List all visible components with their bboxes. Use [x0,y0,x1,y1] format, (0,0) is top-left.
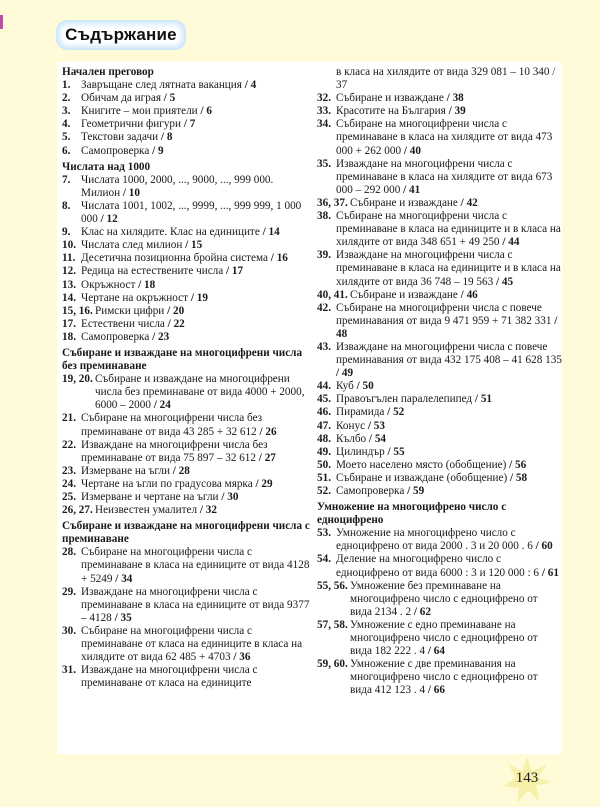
toc-item [62,279,312,292]
toc-item-title: Красотите на България [336,105,446,118]
toc-item-number: 11. [62,252,76,265]
toc-item-title: Самопроверка [81,330,150,343]
toc-item-page: 36 [239,651,251,664]
toc-item [317,197,562,210]
toc-separator: / [197,105,207,118]
toc-item [317,393,562,406]
toc-item-page: 59 [413,485,425,497]
toc-item-number: 52. [317,485,331,497]
toc-separator: / [267,252,277,265]
toc-separator: / [256,425,266,438]
toc-item-number: 21. [62,412,76,425]
toc-separator: / [259,226,269,239]
toc-item-page: 62 [419,605,431,618]
toc-item-title: Клас на хилядите. Клас на единиците [81,226,260,239]
toc-item [317,472,562,485]
toc-item-number: 55, 56. [317,579,348,592]
toc-separator: / [111,611,121,624]
toc-separator: / [241,79,251,92]
toc-item-page: 51 [480,393,492,406]
toc-item [62,252,312,265]
toc-item-number: 43. [317,340,331,353]
toc-item-title: Кълбо [336,432,367,445]
toc-item-page: 38 [452,92,464,105]
toc-item-page: 44 [508,236,520,249]
toc-item-number: 38. [317,210,331,223]
toc-panel [57,62,562,754]
toc-item-title: Събиране и изваждане [350,196,458,209]
toc-separator: / [532,540,542,553]
toc-separator: / [365,419,374,432]
toc-item-title: Естествени числа [81,317,165,330]
toc-item-page: 46 [466,288,478,301]
toc-item-number: 42. [317,301,331,314]
toc-item-page: 9 [158,144,164,157]
toc-item [62,504,312,517]
toc-separator: / [445,105,455,118]
toc-item [62,478,312,491]
toc-separator: / [223,265,232,278]
toc-separator: / [182,239,192,252]
toc-item-page: 8 [166,131,173,144]
toc-item-number: 46. [317,406,331,419]
toc-item [317,92,562,105]
toc-item-title: Чертане на окръжност [81,291,189,304]
page-number: 143 [515,770,539,786]
toc-item-title: Изваждане на многоцифрени числа с преминаване в класа на хилядите от вида 673 000 – 292 000 [336,157,553,196]
toc-item-number: 51. [317,471,331,484]
toc-item [317,380,562,393]
toc-separator: / [366,432,375,445]
toc-separator: / [256,451,265,464]
toc-item-title: Самопроверка [336,485,405,497]
toc-right-column [317,66,562,698]
toc-item-number: 48. [317,432,331,445]
toc-item-page: 15 [191,239,203,252]
toc-item [62,664,312,690]
toc-item-title: Пирамида [336,406,385,419]
toc-separator: / [112,572,122,585]
toc-item [317,341,562,380]
toc-separator: / [252,477,262,490]
toc-item-number: 44. [317,380,331,393]
toc-item-title: Умножение с две преминавания на многоцифрено число с едноцифрено от вида 412 123 . 4 [350,658,538,697]
toc-item-title: Моето населено място (обобщение) [336,458,507,471]
toc-item-page: 52 [393,406,405,419]
toc-item [62,292,312,305]
toc-item-number: 32. [317,92,331,105]
toc-item-title: Умножение на многоцифрено число с едноцифрено от вида 2000 . 3 и 20 000 . 6 [336,527,533,553]
toc-separator: / [164,317,174,330]
toc-item-title: Изваждане на многоцифрени числа с повече преминавания от вида 432 175 408 – 41 628 135 [336,340,562,367]
toc-item-continuation [317,66,562,92]
toc-item [62,318,312,331]
toc-item-title: Събиране на многоцифрени числа с преминаване в класа на хилядите от вида 473 000 + 262 000 [336,118,553,157]
page-edge-marker [0,15,3,29]
toc-separator: / [149,144,158,157]
toc-item [317,249,562,288]
toc-item-title: Геометрични фигури [81,118,182,131]
toc-item-page: 19 [196,291,208,304]
toc-separator: / [197,504,206,517]
toc-item-page: 54 [374,432,387,445]
toc-item-number: 23. [62,464,76,477]
toc-section-heading: Умножение на многоцифрено число с едноцифрено [317,501,507,527]
toc-left-column [62,66,312,690]
toc-item-number: 13. [62,278,76,291]
toc-item [62,586,312,625]
toc-item-title: Измерване на ъгли [81,464,170,477]
toc-item-title: Обичам да играя [81,92,161,105]
toc-separator: / [472,393,481,406]
toc-separator: / [384,445,394,458]
toc-item-page: 6 [206,105,212,118]
toc-item [317,406,562,419]
toc-separator: / [120,186,129,199]
toc-item [62,331,312,344]
toc-item-page: 42 [466,196,478,209]
toc-item-title: Конус [336,419,366,432]
toc-item [62,491,312,504]
toc-item-title: Събиране на многоцифрени числа с преминаване в класа на единиците от вида 4128 + 5249 [81,546,310,585]
toc-item [317,420,562,433]
page-title: Съдържание [65,25,177,44]
toc-item-number: 8. [62,199,71,212]
toc-item-number: 36, 37. [317,196,348,209]
toc-item [62,226,312,239]
toc-item-number: 45. [317,393,331,406]
toc-item [62,412,312,438]
toc-item-title: Десетична позиционна бройна система [81,252,268,265]
toc-separator: / [336,367,342,380]
toc-item-number: 9. [62,226,71,239]
toc-item-number: 29. [62,585,76,598]
toc-item [317,446,562,459]
toc-item [317,580,562,619]
toc-item-number: 3. [62,105,71,118]
toc-item-page: 22 [173,317,185,330]
toc-item-number: 22. [62,438,76,451]
toc-item-title: Куб [336,380,354,393]
toc-item-page: 28 [178,464,190,477]
toc-separator: / [181,118,190,131]
toc-item-page: 45 [501,275,514,288]
toc-item-page: 49 [341,367,354,380]
toc-separator: / [158,131,167,144]
toc-item-number: 31. [62,664,76,677]
toc-item-page: 66 [433,684,445,697]
toc-item-title: Завръщане след лятната ваканция [81,79,242,92]
toc-separator: / [401,144,410,157]
toc-item-number: 6. [62,144,71,157]
toc-separator: / [457,196,467,209]
toc-item [62,373,312,412]
toc-item-title: Правоъгълен паралелепипед [336,393,473,406]
toc-separator: / [443,92,453,105]
toc-item-title: Събиране на многоцифрени числа с повече преминавания от вида 9 471 959 + 71 382 331 [336,301,552,327]
toc-item-number: 53. [317,527,331,540]
toc-item [317,527,562,553]
toc-item-page: 14 [268,226,280,239]
toc-item-page: 5 [169,92,176,105]
toc-item [317,658,562,697]
toc-item-number: 39. [317,249,331,262]
toc-item-page: 55 [393,445,405,458]
toc-separator: / [507,471,516,484]
toc-item-page: 48 [336,327,348,340]
toc-item-number: 2. [62,92,71,105]
toc-separator: / [169,464,179,477]
toc-item-page: 53 [373,419,385,432]
toc-item-number: 40, 41. [317,288,348,301]
toc-item-page: 64 [433,645,445,658]
toc-item-title: в класа на хилядите от вида 329 081 – 10 340 [336,66,550,78]
toc-separator: / [353,380,363,393]
toc-item-number: 15, 16. [62,304,93,317]
toc-section-heading: Числата над 1000 [62,160,151,173]
toc-item-page: 60 [541,540,553,553]
toc-separator: / [188,291,197,304]
toc-item-number: 24. [62,477,76,490]
toc-separator: / [150,399,160,412]
toc-item-title: Самопроверка [81,144,150,157]
toc-item-title: Чертане на ъгли по градусова мярка [81,477,253,490]
toc-item-title: Събиране и изваждане [350,288,458,301]
toc-item [62,439,312,465]
toc-item-page: 41 [409,183,421,196]
toc-separator: / [218,491,228,503]
toc-item-number: 33. [317,105,331,118]
toc-item [62,200,312,226]
toc-separator: / [135,278,145,291]
toc-item-page: 56 [515,458,527,471]
toc-item-page: 30 [227,491,239,503]
toc-item [62,546,312,585]
toc-item [62,131,312,144]
toc-item-number: 47. [317,419,331,432]
toc-item-number: 49. [317,445,331,458]
toc-separator: / [411,605,420,618]
toc-separator: / [164,304,173,317]
toc-item [62,239,312,252]
toc-item-title: Измерване и чертане на ъгли [81,491,219,503]
toc-item-page: 58 [515,471,528,484]
toc-item-title: Неизвестен умалител [95,504,198,517]
toc-item-title: Изваждане на многоцифрени числа с преминаване в класа на единиците от вида 9377 – 4128 [81,585,310,624]
toc-item [317,158,562,197]
toc-item-page: 7 [189,118,196,131]
toc-separator: / [551,314,558,327]
toc-separator: / [404,485,413,497]
toc-item-title: Събиране на многоцифрени числа с преминаване от класа на единиците в класа на хилядите от вида 62 485 + 4703 [81,624,303,664]
toc-separator: / [493,275,502,288]
toc-section-heading: Събиране и изваждане на многоцифрени числа с преминаване [62,520,310,546]
toc-separator: / [230,651,240,664]
toc-section-heading: Събиране и изваждане на многоцифрени числа без преминаване [62,346,303,373]
toc-item [317,118,562,157]
toc-item-page: 18 [144,278,156,291]
toc-item [317,289,562,302]
toc-item-title: Числата 1000, 2000, ..., 9000, ..., 999 000. Милион [81,173,274,199]
toc-item-number: 14. [62,291,76,304]
toc-separator: / [425,645,434,658]
toc-item-title: Окръжност [81,278,136,291]
toc-item-title: Събиране на многоцифрени числа без преминаване от вида 43 285 + 32 612 [81,412,263,438]
page-number-badge [503,757,551,803]
toc-separator: / [506,458,516,471]
toc-item-number: 17. [62,317,76,330]
toc-separator: / [425,684,434,697]
toc-item [317,302,562,341]
toc-item-number: 30. [62,624,76,637]
toc-separator: / [549,66,556,78]
toc-item-title: Умножение с едно преминаване на многоцифрено число с едноцифрено от вида 182 222 . 4 [350,618,538,658]
contents-title-box [58,22,184,48]
toc-separator: / [149,330,158,343]
toc-separator: / [400,183,410,196]
toc-item-number: 12. [62,265,76,278]
toc-separator: / [457,288,467,301]
toc-item-title: Редица на естествените числа [81,265,224,278]
toc-item [62,174,312,200]
toc-item-page: 16 [276,252,288,265]
toc-item-number: 26, 27. [62,504,93,517]
toc-item [317,485,562,498]
toc-item-page: 50 [362,380,374,393]
toc-item-title: Числата 1001, 1002, ..., 9999, ..., 999 999, 1 000 000 [81,199,302,226]
toc-section-heading: Начален преговор [62,66,154,78]
toc-item-number: 10. [62,239,76,252]
toc-item [317,553,562,579]
toc-separator: / [499,236,509,249]
toc-item-page: 32 [205,504,217,517]
toc-item-page: 17 [231,265,244,278]
toc-item [62,145,312,158]
toc-item [317,459,562,472]
toc-separator: / [539,566,548,579]
toc-separator: / [160,92,170,105]
toc-item-title: Изваждане на многоцифрени числа с преминаване от класа на единиците [81,664,258,690]
toc-item-page: 39 [454,105,466,118]
toc-item-number: 1. [62,79,71,92]
toc-item-page: 23 [158,330,170,343]
toc-item-number: 50. [317,458,331,471]
toc-item-number: 34. [317,118,331,131]
toc-item-page: 29 [261,477,273,490]
toc-item-page: 24 [159,399,171,412]
toc-item-number: 54. [317,553,331,566]
toc-item-page: 4 [250,79,257,92]
toc-item-title: Събиране и изваждане (обобщение) [336,471,508,484]
toc-separator: / [384,406,394,419]
toc-item-title: Числата след милион [81,239,183,252]
toc-item-page: 26 [265,425,277,438]
toc-item [62,465,312,478]
toc-item-number: 7. [62,173,71,186]
toc-item-page: 27 [264,451,276,464]
toc-item-page: 61 [547,566,559,579]
toc-item-number: 19, 20. [62,373,93,386]
toc-item-page: 35 [120,611,132,624]
toc-item-number: 5. [62,131,71,144]
toc-item-title: Събиране и изваждане на многоцифрени числа без преминаване от вида 4000 + 2000, 6000 – 2000 [95,373,305,412]
toc-item-title: Деление на многоцифрено число с едноцифрено от вида 6000 : 3 и 120 000 : 6 [336,553,540,579]
toc-item [317,105,562,118]
toc-item-title: Умножение без преминаване на многоцифрено число с едноцифрено от вида 2134 . 2 [350,579,538,618]
toc-item [317,433,562,446]
toc-item [62,92,312,105]
toc-item-number: 25. [62,491,76,503]
toc-item-number: 4. [62,118,71,131]
toc-item [62,118,312,131]
toc-item-title: Изваждане на многоцифрени числа без преминаване от вида 75 897 – 32 612 [81,438,268,464]
toc-item-number: 57, 58. [317,618,348,631]
toc-item-title: Книгите – мои приятели [81,105,198,118]
toc-item [317,210,562,249]
toc-item [62,265,312,278]
toc-item-number: 35. [317,157,331,170]
toc-item [62,305,312,318]
toc-item-title: Римски цифри [95,304,165,317]
toc-item-page: 20 [172,304,185,317]
toc-item-number: 28. [62,546,76,559]
toc-item-title: Изваждане на многоцифрени числа с преминаване в класа на единиците и в класа на хилядите от вида 36 748 – 19 563 [336,249,561,288]
toc-item-title: Събиране на многоцифрени числа с преминаване в класа на единиците и в класа на хилядите от вида 348 651 + 49 250 [336,210,561,249]
toc-item [62,79,312,92]
toc-item-number: 59, 60. [317,658,348,671]
toc-item-title: Текстови задачи [81,131,159,144]
toc-item-page: 12 [106,213,118,226]
toc-separator: / [97,213,107,226]
toc-item [317,619,562,658]
toc-item-page: 10 [128,186,140,199]
toc-item-page: 40 [409,144,421,157]
toc-item-page: 34 [121,572,133,585]
toc-item-number: 18. [62,330,76,343]
toc-item-title: Цилиндър [336,445,385,458]
toc-item [62,105,312,118]
toc-item [62,625,312,664]
toc-item-page: 37 [336,79,348,92]
toc-item-title: Събиране и изваждане [336,92,444,105]
